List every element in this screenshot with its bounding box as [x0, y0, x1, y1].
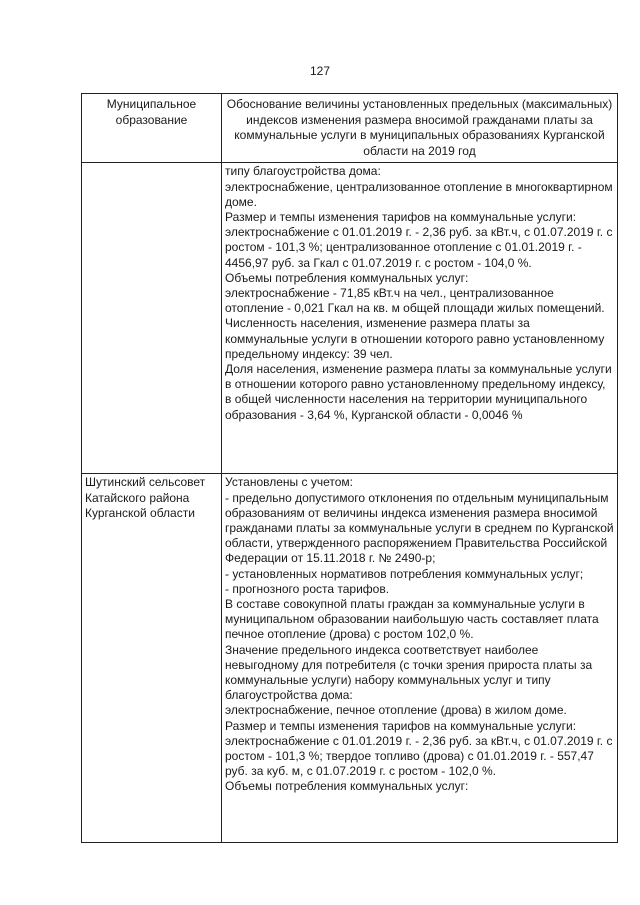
paragraph: электроснабжение с 01.01.2019 г. - 2,36 руб. за кВт.ч, с 01.07.2019 г. с ростом - 101,3 %; централизованное отопление с 01.01.2019 г. - 4456,97 руб. за Гкал с 01.07.2019 г. с ростом - 104,0 %. [225, 225, 613, 270]
paragraph: Доля населения, изменение размера платы за коммунальные услуги в отношении которого равно установленному предельному индексу, в общей численности населения на территории муниципального образования - 3,64 %, Курганской области - 0,0046 % [225, 362, 612, 422]
paragraph: Размер и темпы изменения тарифов на коммунальные услуги: [225, 718, 577, 733]
table-row [82, 474, 618, 843]
paragraph: - предельно допустимого отклонения по отдельным муниципальным образованиям от величины индекса изменения размера вносимой гражданами платы за коммунальные услуги в среднем по Курганской области, утвержденного распоряжением Правительства Российской Федерации от 15.11.2018 г. № 2490-р; [225, 490, 614, 566]
paragraph: типу благоустройства дома: [225, 164, 381, 179]
municipality-cell: Шутинский сельсовет Катайского района Курганской области [82, 474, 222, 843]
paragraph: электроснабжение, печное отопление (дрова) в жилом доме. [225, 703, 567, 718]
paragraph: электроснабжение, централизованное отопление в многоквартирном доме. [225, 179, 613, 209]
paragraph: - установленных нормативов потребления коммунальных услуг; [225, 566, 584, 581]
paragraph: В составе совокупной платы граждан за коммунальные услуги в муниципальном образовании наибольшую часть составляет плата печное отопление (дрова) с ростом 102,0 %. [225, 597, 599, 642]
paragraph: Объемы потребления коммунальных услуг: [225, 779, 469, 794]
justification-cell [222, 163, 618, 474]
justification-cell [222, 474, 618, 843]
municipality-cell [82, 163, 222, 474]
paragraph: электроснабжение - 71,85 кВт.ч на чел., централизованное отопление - 0,021 Гкал на кв. м общей площади жилых помещений. [225, 286, 605, 316]
paragraph: Численность населения, изменение размера платы за коммунальные услуги в отношении которого равно установленному предельному индексу: 39 чел. [225, 316, 605, 361]
paragraph: Размер и темпы изменения тарифов на коммунальные услуги: [225, 209, 577, 224]
page-number: 127 [309, 64, 331, 78]
paragraph: Установлены с учетом: [225, 475, 353, 490]
paragraph: - прогнозного роста тарифов. [225, 581, 390, 596]
paragraph: Объемы потребления коммунальных услуг: [225, 270, 469, 285]
paragraph: электроснабжение с 01.01.2019 г. - 2,36 руб. за кВт.ч, с 01.07.2019 г. с ростом - 101,3 %; твердое топливо (дрова) с 01.01.2019 г. - 557,47 руб. за куб. м, с 01.07.2019 г. с ростом - 102,0 %. [225, 733, 613, 779]
header-municipality: Муниципальное образование [82, 94, 222, 163]
table-header-row [82, 94, 618, 163]
header-justification: Обоснование величины установленных предельных (максимальных) индексов изменения размера вносимой гражданами платы за коммунальные услуги в муниципальных образованиях Курганской области на 2019 год [222, 94, 618, 163]
tariff-justification-table [81, 93, 618, 843]
paragraph: Значение предельного индекса соответствует наиболее невыгодному для потребителя (с точки зрения прироста платы за коммунальные услуги) набору коммунальных услуг и типу благоустройства дома: [225, 642, 593, 703]
table-row [82, 163, 618, 474]
